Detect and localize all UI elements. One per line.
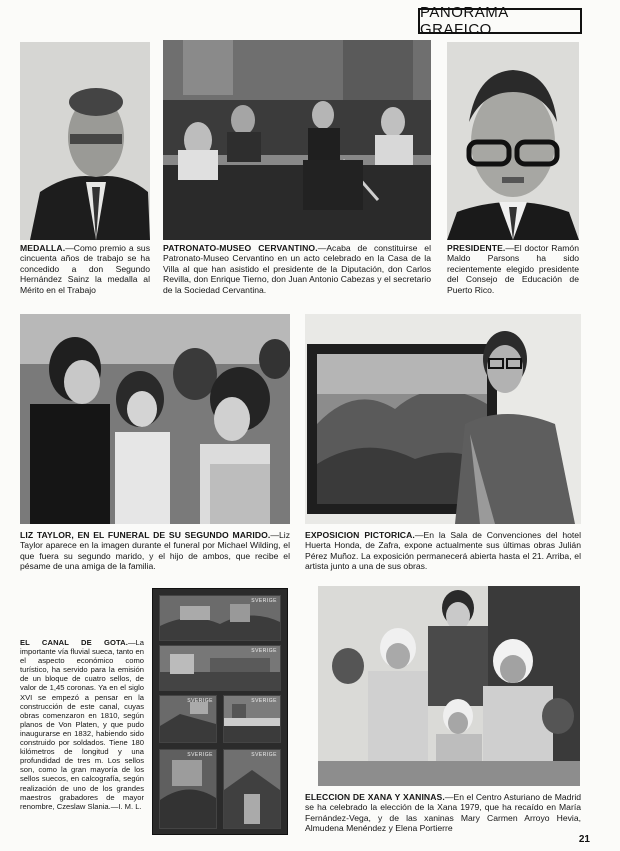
caption-canal-text: —La importante vía fluvial sueca, tanto en el aspecto económico como turístico, ha servido para la emisión de un bloque de cuatro sellos, de valor de 1,45 coronas. Ya en el siglo XVI se empezó a pensar en la construcción de este canal, cuyas obras comenzaron en 1810, según planos de Von Platen, y que pudo inaugurarse en 1832, habiendo sido construido por soldados. Tiene 180 kilómetros de longitud y una profundidad de tres m. Los sellos son, como la gran mayoría de los sellos suecos, en calcografía, según realización de uno de los grandes maestros grabadores de mayor renombre, Czeslaw Slania.—I. M. L. <box>20 638 144 811</box>
caption-patronato-text: —Acaba de constituirse el Patronato-Museo Cervantino en un acto celebrado en la Casa de la Villa al que han asistido el presidente de la Diputación, don Carlos Revilla, don Enrique Tierno, don Juan Antonio Cabezas y el secretario de la Sociedad Cervantina. <box>163 243 431 295</box>
stamp-second-label: SVERIGE <box>251 648 277 654</box>
caption-liz-taylor <box>20 530 290 572</box>
caption-liz-taylor-title: LIZ TAYLOR, EN EL FUNERAL DE SU SEGUNDO MARIDO. <box>20 530 271 540</box>
caption-patronato <box>163 243 431 295</box>
caption-presidente <box>447 243 579 295</box>
stamp-bottom-left <box>159 749 217 829</box>
photo-medalla-portrait <box>20 42 150 240</box>
photo-exposicion-artist <box>305 314 581 524</box>
caption-liz-taylor-text: —Liz Taylor aparece en la imagen durante el funeral por Michael Wilding, el que fuera su segundo marido, y el hijo de ambos, que recibe el pésame de una amiga de la familia. <box>20 530 290 572</box>
caption-presidente-text: —El doctor Ramón Maldo Parsons ha sido recientemente elegido presidente del Consejo de Educación de Puerto Rico. <box>447 243 579 295</box>
stamp-top-label: SVERIGE <box>251 598 277 604</box>
photo-xana-xaninas <box>318 586 580 786</box>
stamp-bottom-right <box>223 749 281 829</box>
caption-medalla <box>20 243 150 295</box>
photo-liz-taylor-funeral <box>20 314 290 524</box>
caption-xana-text: —En el Centro Asturiano de Madrid se ha celebrado la elección de la Xana 1979, que ha recaído en María Fernández-Vega, y de las xaninas Mary Carmen Arroyo Hevia, Almudena Menéndez y Elena Portierre <box>305 792 582 834</box>
caption-medalla-text: —Como premio a sus cincuenta años de trabajo se ha concedido a don Segundo Hernández Sainz la medalla al Mérito en el Trabajo <box>20 243 150 295</box>
stamp-bottom-left-label: SVERIGE <box>187 752 213 758</box>
stamp-top <box>159 595 281 641</box>
stamp-middle-left-label: SVERIGE <box>187 698 213 704</box>
stamp-middle-left <box>159 695 217 743</box>
page-number: 21 <box>578 834 590 845</box>
caption-exposicion <box>305 530 581 572</box>
caption-patronato-title: PATRONATO-MUSEO CERVANTINO. <box>163 243 318 253</box>
stamp-middle-right-label: SVERIGE <box>251 698 277 704</box>
caption-medalla-title: MEDALLA. <box>20 243 66 253</box>
photo-patronato-meeting <box>163 40 431 240</box>
caption-canal-title: EL CANAL DE GOTA. <box>20 638 128 647</box>
caption-xana-title: ELECCION DE XANA Y XANINAS. <box>305 792 445 802</box>
photo-presidente-portrait <box>447 42 579 240</box>
stamp-middle-right <box>223 695 281 743</box>
stamp-block <box>152 588 288 835</box>
caption-xana <box>305 792 581 834</box>
caption-canal-de-gota <box>20 638 144 811</box>
stamp-bottom-right-label: SVERIGE <box>251 752 277 758</box>
section-title: PANORAMA GRAFICO <box>420 4 508 38</box>
caption-presidente-title: PRESIDENTE. <box>447 243 506 253</box>
section-header <box>418 4 582 38</box>
stamp-second <box>159 645 281 691</box>
caption-exposicion-text: —En la Sala de Convenciones del hotel Huerta Honda, de Zafra, expone actualmente sus últimas obras Julián Pérez Muñoz. La exposición permanecerá abierta hasta el 21. Arriba, el artista junto a una de sus obras. <box>305 530 581 572</box>
caption-exposicion-title: EXPOSICION PICTORICA. <box>305 530 415 540</box>
